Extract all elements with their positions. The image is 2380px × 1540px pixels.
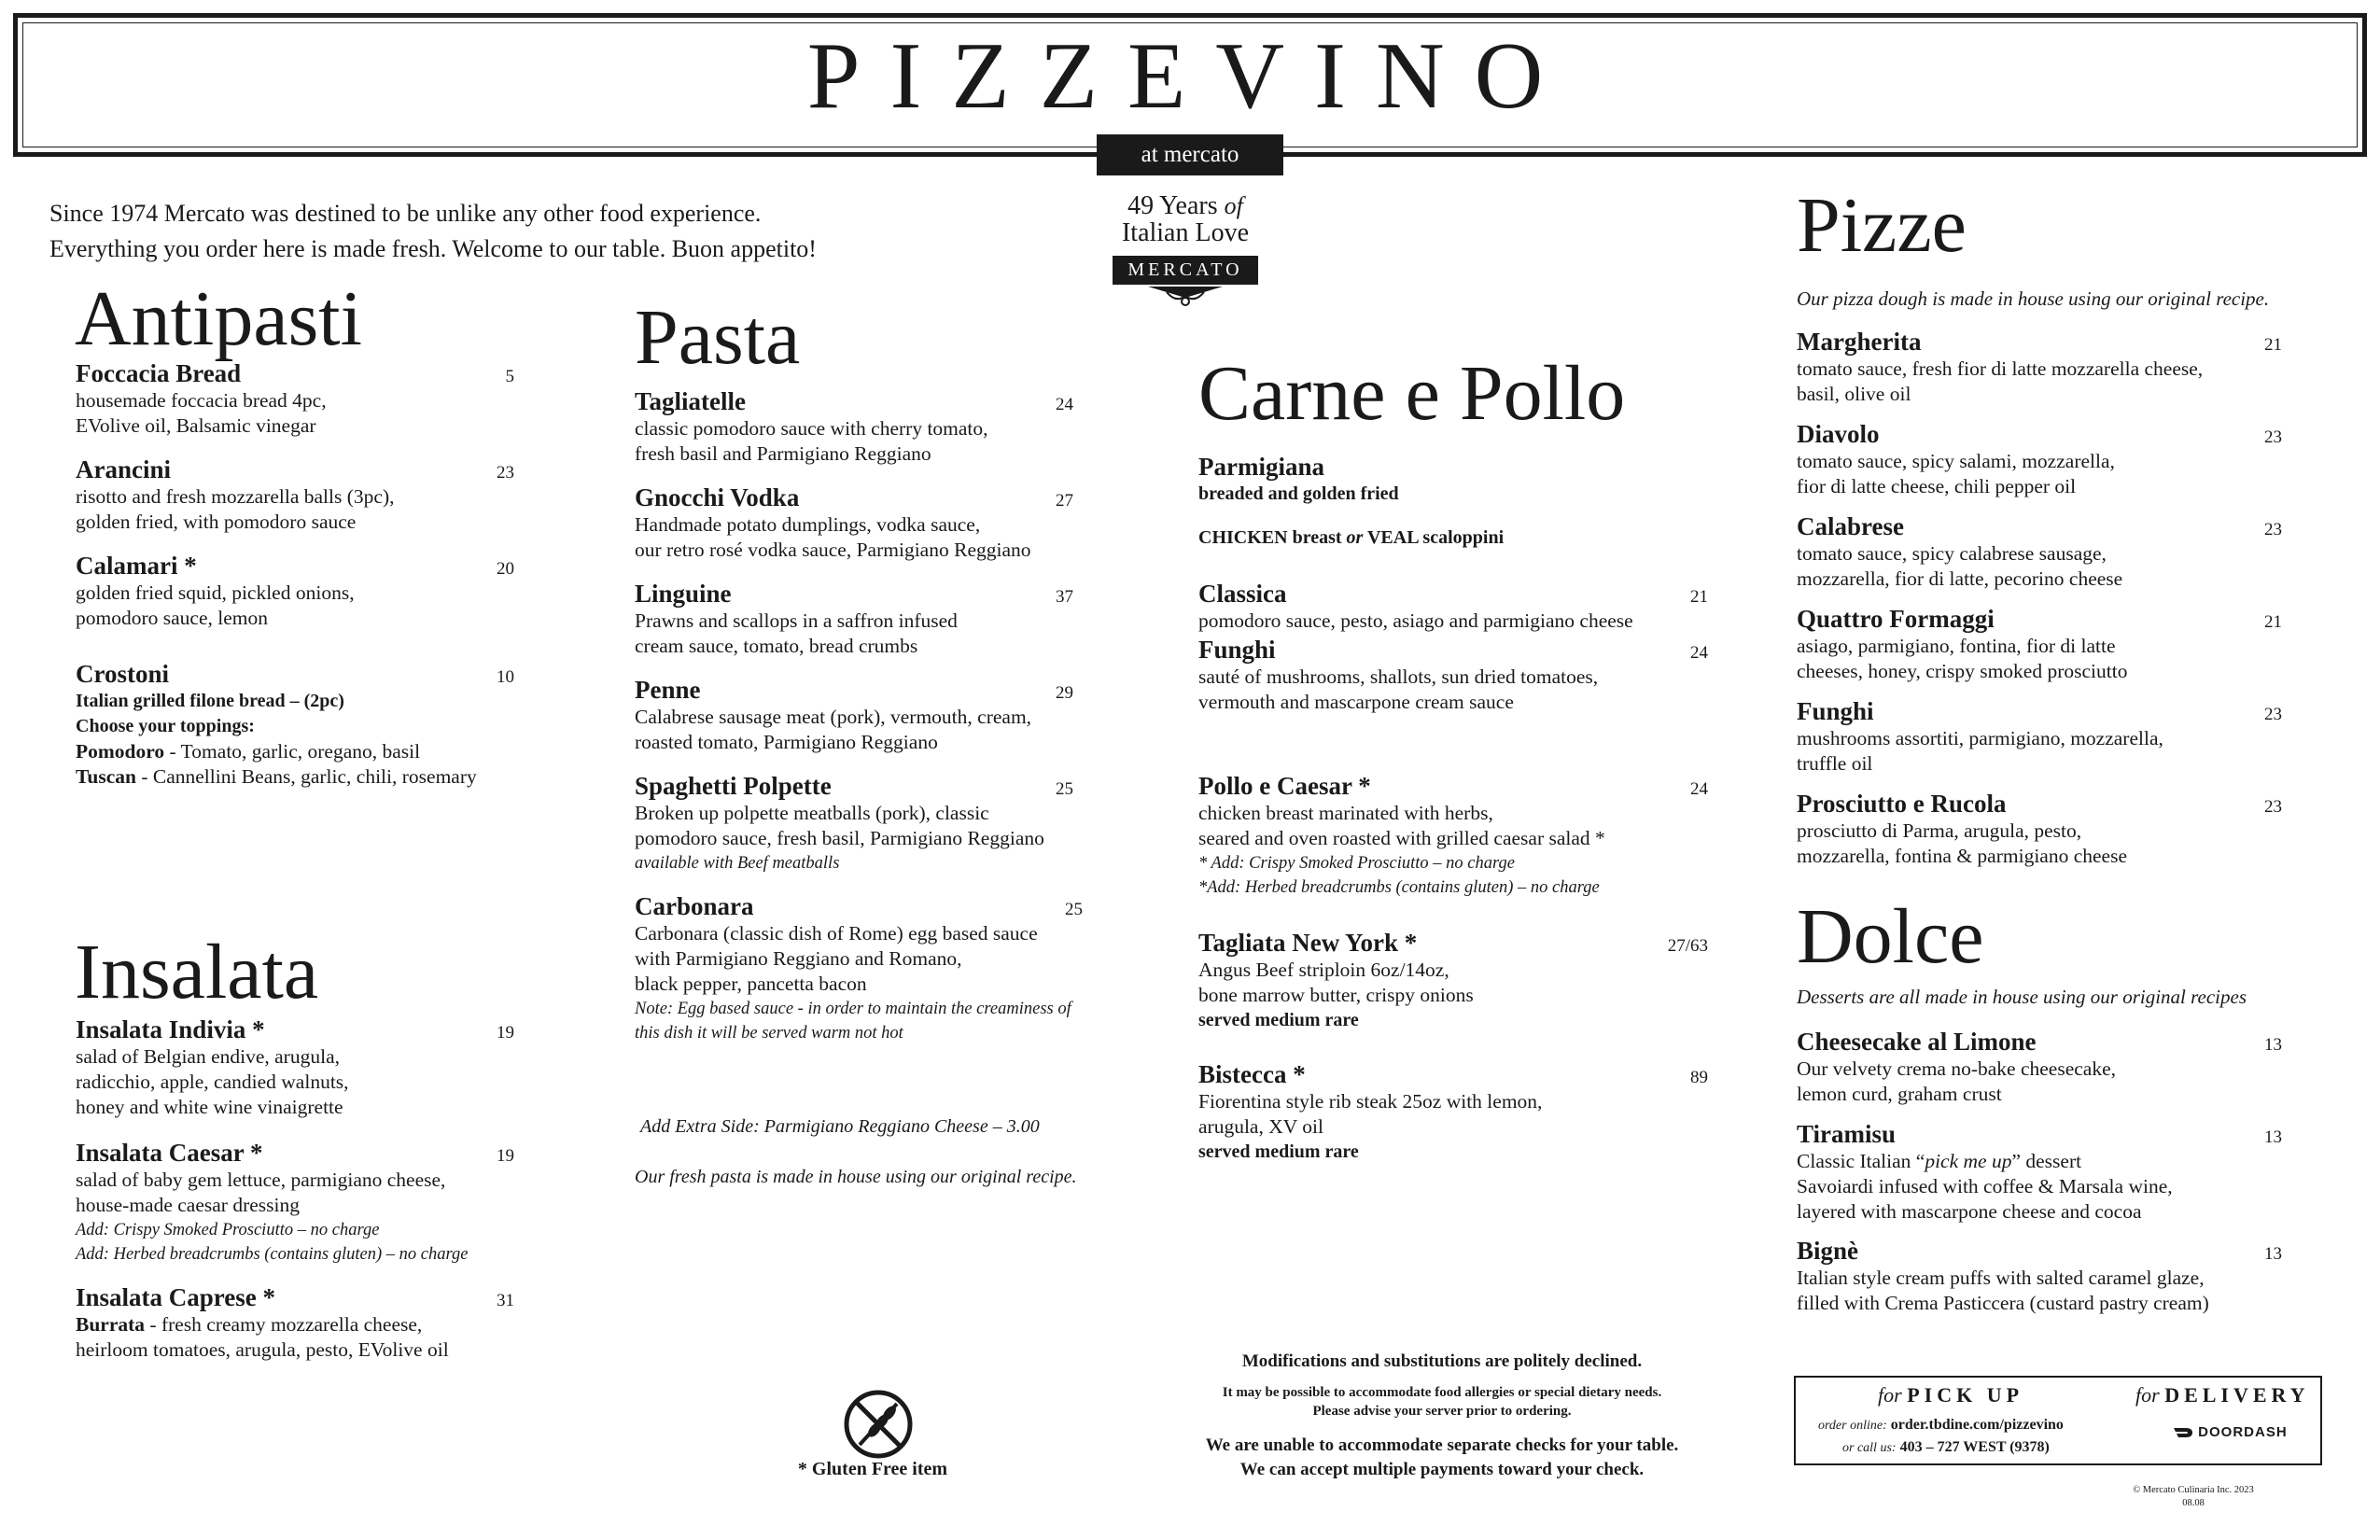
menu-item: Prosciutto e Rucola 23 prosciutto di Parma, arugula, pesto, mozzarella, fontina & parmigiano cheese [1797,790,2282,867]
menu-item: Tagliatelle 24 classic pomodoro sauce with cherry tomato, fresh basil and Parmigiano Reggiano [635,387,1073,465]
policy-checks: We are unable to accommodate separate checks for your table. [1205,1435,1679,1455]
menu-item: Spaghetti Polpette 25 Broken up polpette meatballs (pork), classic pomodoro sauce, fresh basil, Parmigiano Reggiano available with Beef meatballs [635,772,1073,873]
intro-line: Since 1974 Mercato was destined to be unlike any other food experience. [49,200,762,227]
intro-line: Everything you order here is made fresh. Welcome to our table. Buon appetito! [49,235,817,262]
menu-item: Classica 21 pomodoro sauce, pesto, asiago and parmigiano cheese [1198,580,1708,632]
gluten-free-label: * Gluten Free item [797,1459,948,1479]
menu-item: Bistecca * 89 Fiorentina style rib steak 25oz with lemon, arugula, XV oil served medium rare [1198,1060,1708,1162]
menu-item: Insalata Indivia * 19 salad of Belgian endive, arugula, radicchio, apple, candied walnuts, honey and white wine vinaigrette [76,1015,514,1118]
menu-item: Insalata Caprese * 31 Burrata - fresh creamy mozzarella cheese, heirloom tomatoes, arugula, pesto, EVolive oil [76,1283,514,1361]
menu-item: Parmigiana breaded and golden fried CHICKEN breast or VEAL scaloppini [1198,453,1505,548]
pasta-title: Pasta [635,294,801,381]
menu-item: Tiramisu 13 Classic Italian “pick me up” dessert Savoiardi infused with coffee & Marsala wine, layered with mascarpone cheese and cocoa [1797,1120,2282,1223]
antipasti-title: Antipasti [75,275,362,362]
anniversary-badge [1092,192,1279,307]
menu-item: Calamari * 20 golden fried squid, pickled onions, pomodoro sauce, lemon [76,552,514,629]
pickup-delivery-box [1794,1376,2322,1465]
menu-item: Tagliata New York * 27/63 Angus Beef striploin 6oz/14oz, bone marrow butter, crispy onions served medium rare [1198,929,1708,1030]
pizze-title: Pizze [1797,182,1967,269]
pizze-note: Our pizza dough is made in house using our original recipe. [1797,287,2270,310]
doordash-logo: DOORDASH [2173,1424,2288,1440]
delivery-heading: for DELIVERY [2135,1383,2310,1407]
mercato-logo: MERCATO [1113,256,1257,285]
pasta-extra-side: Add Extra Side: Parmigiano Reggiano Cheese – 3.00 [640,1116,1040,1137]
order-online-line[interactable]: order online: order.tbdine.com/pizzevino [1818,1417,2064,1433]
pickup-heading: for PICK UP [1878,1383,2024,1407]
menu-item: Penne 29 Calabrese sausage meat (pork), vermouth, cream, roasted tomato, Parmigiano Reggiano [635,676,1073,753]
menu-item: Crostoni 10 Italian grilled filone bread – (2pc) Choose your toppings: Pomodoro - Tomato, garlic, oregano, basil Tuscan - Cannellini Beans, garlic, chili, rosemary [76,660,514,788]
menu-item: Funghi 24 sauté of mushrooms, shallots, sun dried tomatoes, vermouth and mascarpone cream sauce [1198,636,1708,713]
ornament-icon [1139,285,1232,307]
menu-item: Insalata Caesar * 19 salad of baby gem lettuce, parmigiano cheese, house-made caesar dressing Add: Crispy Smoked Prosciutto – no charge Add: Herbed breadcrumbs (contains gluten) – no charge [76,1139,514,1264]
pasta-footer-note: Our fresh pasta is made in house using our original recipe. [635,1167,1077,1187]
intro-text [49,196,817,267]
menu-item: Funghi 23 mushrooms assortiti, parmigiano, mozzarella, truffle oil [1797,697,2282,775]
menu-item: Diavolo 23 tomato sauce, spicy salami, mozzarella, fior di latte cheese, chili pepper oil [1797,420,2282,497]
menu-item: Margherita 21 tomato sauce, fresh fior di latte mozzarella cheese, basil, olive oil [1797,328,2282,405]
menu-item: Carbonara 25 Carbonara (classic dish of Rome) egg based sauce with Parmigiano Reggiano and Romano, black pepper, pancetta bacon Note: Egg based sauce - in order to maintain the creaminess of this dish it will be served warm not hot [635,892,1083,1043]
menu-item: Gnocchi Vodka 27 Handmade potato dumplings, vodka sauce, our retro rosé vodka sauce, Parmigiano Reggiano [635,483,1073,561]
menu-item: Foccacia Bread 5 housemade foccacia bread 4pc, EVolive oil, Balsamic vinegar [76,359,514,437]
badge-years: 49 Years of [1127,191,1243,220]
menu-item: Linguine 37 Prawns and scallops in a saffron infused cream sauce, tomato, bread crumbs [635,580,1073,657]
dolce-note: Desserts are all made in house using our original recipes [1797,986,2247,1008]
brand-subtitle: at mercato [1097,134,1283,175]
menu-item: Quattro Formaggi 21 asiago, parmigiano, fontina, fior di latte cheeses, honey, crispy smoked prosciutto [1797,605,2282,682]
menu-item: Cheesecake al Limone 13 Our velvety crema no-bake cheesecake, lemon curd, graham crust [1797,1028,2282,1105]
menu-item: Pollo e Caesar * 24 chicken breast marinated with herbs, seared and oven roasted with grilled caesar salad * * Add: Crispy Smoked Prosciutto – no charge *Add: Herbed breadcrumbs (contains gluten) – no charge [1198,772,1708,897]
policy-payments: We can accept multiple payments toward your check. [1239,1460,1645,1479]
menu-item: Bignè 13 Italian style cream puffs with salted caramel glaze, filled with Crema Pasticcera (custard pastry cream) [1797,1237,2282,1314]
policy-allergies: It may be possible to accommodate food allergies or special dietary needs. [1222,1385,1662,1400]
policy-modifications: Modifications and substitutions are politely declined. [1241,1351,1643,1371]
brand-title: PIZZEVINO [806,23,1574,129]
doordash-icon [2173,1427,2193,1438]
insalata-title: Insalata [75,929,319,1015]
menu-item: Arancini 23 risotto and fresh mozzarella balls (3pc), golden fried, with pomodoro sauce [76,455,514,533]
call-line[interactable]: or call us: 403 – 727 WEST (9378) [1842,1439,2050,1455]
copyright: © Mercato Culinaria Inc. 2023 08.08 [2133,1485,2254,1508]
menu-item: Calabrese 23 tomato sauce, spicy calabrese sausage, mozzarella, fior di latte, pecorino cheese [1797,512,2282,590]
policy-advise: Please advise your server prior to ordering. [1312,1404,1572,1419]
gluten-free-icon [843,1389,914,1460]
carne-title: Carne e Pollo [1198,350,1626,437]
dolce-title: Dolce [1797,893,1984,980]
badge-love: Italian Love [1121,218,1250,247]
